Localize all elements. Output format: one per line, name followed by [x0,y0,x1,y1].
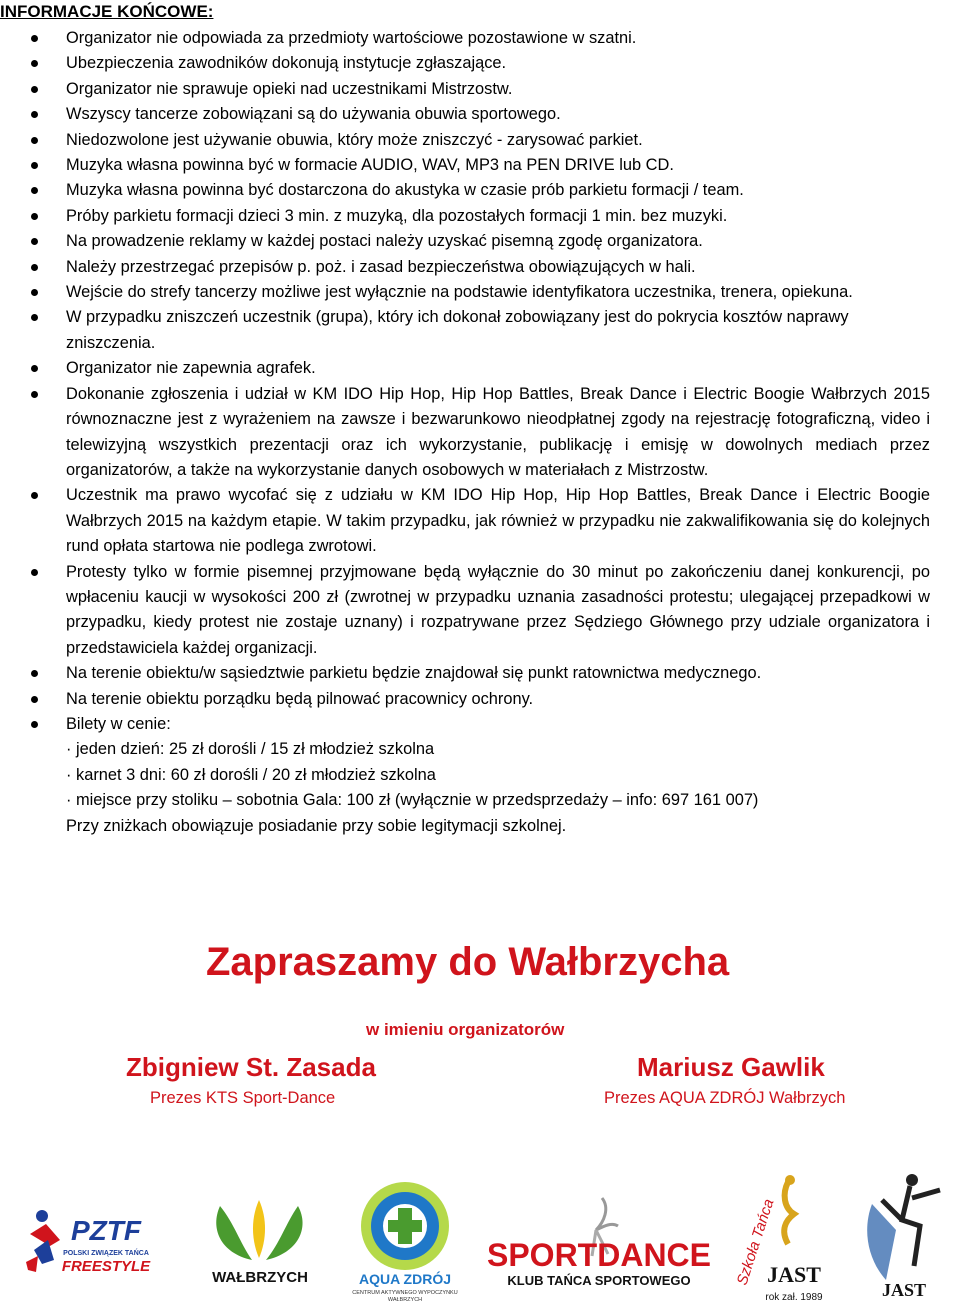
bullet-icon [31,162,38,169]
bullet-icon [31,365,38,372]
jast-figure-logo [852,1170,956,1304]
rules-list [0,26,930,839]
bullet-icon [31,238,38,245]
svg-text:WAŁBRZYCH: WAŁBRZYCH [387,1297,423,1303]
list-item: Uczestnik ma prawo wycofać się z udziału w KM IDO Hip Hop, Hip Hop Battles, Break Dance i Electric Boogie Wałbrzych 2015 na każdym etapie. W takim przypadku, jak również w przypadku nie zakwalifikowania się do kolejnych rund opłata startowa nie podlega zwrotowi. [0,483,930,559]
szkola-tanca-jast-logo [728,1174,838,1304]
list-item: W przypadku zniszczeń uczestnik (grupa), który ich dokonał zobowiązany jest do pokrycia kosztów naprawy zniszczenia. [0,305,930,356]
bullet-icon [31,187,38,194]
bullet-icon [31,492,38,499]
bullet-icon [31,289,38,296]
signatory-role: Prezes KTS Sport-Dance [150,1089,336,1107]
bullet-icon [31,670,38,677]
list-item: Na terenie obiektu/w sąsiedztwie parkietu będzie znajdował się punkt ratownictwa medycznego. [0,661,930,686]
signatory-role: Prezes AQUA ZDRÓJ Wałbrzych [604,1089,846,1107]
list-item: Wejście do strefy tancerzy możliwe jest wyłącznie na podstawie identyfikatora uczestnika, trenera, opiekuna. [0,280,930,305]
bullet-icon [31,264,38,271]
on-behalf-text: w imieniu organizatorów [366,1020,565,1039]
section-title: INFORMACJE KOŃCOWE: [0,2,214,21]
svg-text:rok zał. 1989: rok zał. 1989 [765,1292,823,1303]
svg-text:POLSKI ZWIĄZEK TAŃCA: POLSKI ZWIĄZEK TAŃCA [63,1250,149,1257]
list-item: Organizator nie odpowiada za przedmioty wartościowe pozostawione w szatni. [0,26,930,51]
bullet-icon [31,86,38,93]
list-item: Dokonanie zgłoszenia i udział w KM IDO Hip Hop, Hip Hop Battles, Break Dance i Electric Boogie Wałbrzych 2015 równoznaczne jest z wyrażeniem na zawsze i bezwarunkowo nieodpłatnej zgody na rejestrację fotograficzną, video i telewizyjną wszystkich prezentacji oraz ich wykorzystanie, publikację i emisję w dowolnych mediach przez organizatorów, a także na wykorzystanie danych osobowych w materiałach z Mistrzostw. [0,382,930,484]
list-item: Należy przestrzegać przepisów p. poż. i zasad bezpieczeństwa obowiązujących w hali. [0,255,930,280]
svg-text:PZTF: PZTF [71,1215,141,1246]
ticket-price: · karnet 3 dni: 60 zł dorośli / 20 zł młodzież szkolna [66,765,436,784]
svg-text:CENTRUM AKTYWNEGO WYPOCZYNKU: CENTRUM AKTYWNEGO WYPOCZYNKU [352,1290,458,1296]
svg-text:JAST: JAST [767,1262,821,1287]
bullet-icon [31,213,38,220]
bullet-icon [31,60,38,67]
svg-text:KLUB TAŃCA SPORTOWEGO: KLUB TAŃCA SPORTOWEGO [507,1273,691,1288]
list-item: Ubezpieczenia zawodników dokonują instytucje zgłaszające. [0,51,930,76]
bullet-icon [31,569,38,576]
bullet-icon [31,696,38,703]
ticket-price: · miejsce przy stoliku – sobotnia Gala: 100 zł (wyłącznie w przedsprzedaży – info: 697 161 007) [66,791,759,810]
svg-text:SPORTDANCE: SPORTDANCE [486,1237,712,1273]
bullet-icon [31,314,38,321]
bullet-icon [31,137,38,144]
bullet-icon [31,391,38,398]
list-item: Próby parkietu formacji dzieci 3 min. z muzyką, dla pozostałych formacji 1 min. bez muzyki. [0,204,930,229]
bullet-icon [31,721,38,728]
sponsor-logos [0,1170,960,1304]
svg-text:AQUA ZDRÓJ: AQUA ZDRÓJ [358,1271,452,1287]
list-item: Niedozwolone jest używanie obuwia, który może zniszczyć - zarysować parkiet. [0,128,930,153]
welcome-heading: Zapraszamy do Wałbrzycha [206,940,730,984]
svg-text:JAST: JAST [881,1280,927,1300]
list-item: Muzyka własna powinna być dostarczona do akustyka w czasie prób parkietu formacji / team. [0,178,930,203]
svg-text:FREESTYLE: FREESTYLE [61,1258,151,1275]
svg-text:Szkoła Tańca: Szkoła Tańca [733,1196,778,1288]
list-item: Na prowadzenie reklamy w każdej postaci należy uzyskać pisemną zgodę organizatora. [0,229,930,254]
signatory-name: Mariusz Gawlik [637,1052,825,1082]
pztf-logo [24,1200,154,1280]
bullet-icon [31,35,38,42]
tickets-item [0,712,930,839]
list-item: Organizator nie zapewnia agrafek. [0,356,930,381]
sport-dance-logo [484,1192,714,1292]
signatory-name: Zbigniew St. Zasada [126,1052,376,1082]
tickets-note: Przy zniżkach obowiązuje posiadanie przy sobie legitymacji szkolnej. [66,816,567,835]
ticket-price: · jeden dzień: 25 zł dorośli / 15 zł młodzież szkolna [66,740,435,759]
list-item: Muzyka własna powinna być w formacie AUDIO, WAV, MP3 na PEN DRIVE lub CD. [0,153,930,178]
list-item: Organizator nie sprawuje opieki nad uczestnikami Mistrzostw. [0,77,930,102]
list-item: Na terenie obiektu porządku będą pilnować pracownicy ochrony. [0,687,930,712]
tickets-label: Bilety w cenie: [66,714,171,733]
aqua-zdroj-logo [340,1180,470,1304]
bullet-icon [31,111,38,118]
list-item: Wszyscy tancerze zobowiązani są do używania obuwia sportowego. [0,102,930,127]
list-item: Protesty tylko w formie pisemnej przyjmowane będą wyłącznie do 30 minut po zakończeniu danej konkurencji, po wpłaceniu kaucji w wysokości 200 zł (zwrotnej w przypadku uznania zasadności protestu; ulegającej przepadkowi w przypadku, kiedy protest nie zostaje uznany) i rozpatrywane przez Sędziego Głównego przy udziale organizatora i przedstawiciela każdej organizacji. [0,560,930,662]
walbrzych-logo [200,1198,320,1288]
svg-text:WAŁBRZYCH: WAŁBRZYCH [212,1269,308,1286]
